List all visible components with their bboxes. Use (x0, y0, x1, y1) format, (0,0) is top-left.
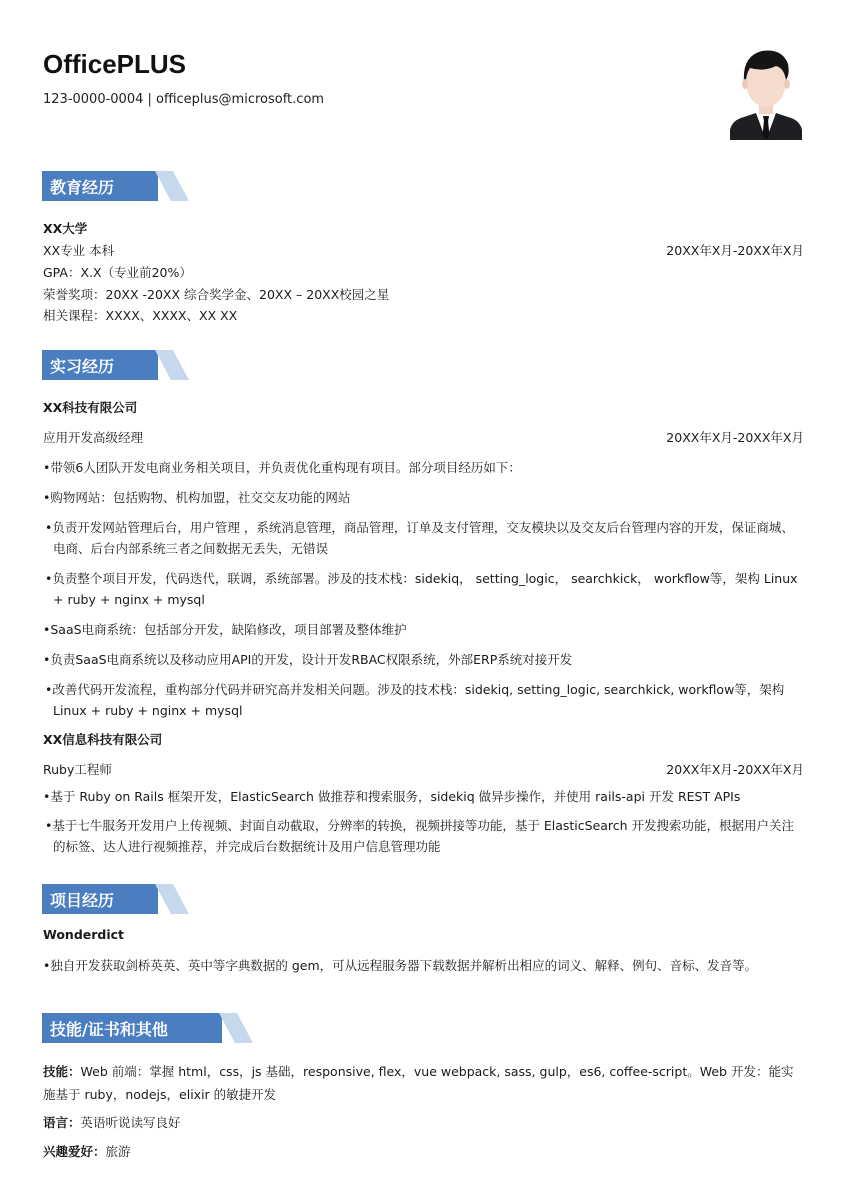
project-name: Wonderdict (43, 927, 125, 942)
list-item: •负责SaaS电商系统以及移动应用API的开发，设计开发RBAC权限系统，外部ERP系统对接开发 (43, 652, 573, 667)
job-date: 20XX年X月-20XX年X月 (666, 762, 804, 777)
skills-title: 技能/证书和其他 (50, 1020, 168, 1039)
job-date: 20XX年X月-20XX年X月 (666, 430, 804, 445)
projects-title: 项目经历 (50, 891, 115, 910)
contact-info: 123-0000-0004 | officeplus@microsoft.com (43, 92, 325, 107)
gpa: GPA：X.X（专业前20%） (43, 265, 192, 280)
list-item: •负责整个项目开发，代码迭代，联调，系统部署。涉及的技术栈：sidekiq， setting_logic， searchkick， workflow等，架构 Linux + ruby + nginx + mysql (45, 571, 798, 607)
education-title: 教育经历 (50, 178, 115, 197)
projects-section-header (42, 884, 177, 914)
list-item: •带领6人团队开发电商业务相关项目，并负责优化重构现有项目。部分项目经历如下： (43, 460, 521, 475)
school-name: XX大学 (43, 221, 88, 236)
honors: 荣誉奖项：20XX -20XX 综合奖学金、20XX – 20XX校园之星 (43, 287, 390, 302)
list-item: •基于 Ruby on Rails 框架开发，ElasticSearch 做推荐和搜索服务，sidekiq 做异步操作，并使用 rails-api 开发 REST APIs (43, 789, 741, 804)
hobby-row (43, 1142, 131, 1160)
language-label: 语言： (43, 1115, 81, 1130)
internship-title: 实习经历 (50, 357, 115, 376)
list-item: •独自开发获取剑桥英英、英中等字典数据的 gem，可从远程服务器下载数据并解析出相应的词义、解释、例句、音标、发音等。 (43, 958, 758, 973)
bullet-list (43, 786, 805, 857)
hobby-label: 兴趣爱好： (43, 1144, 106, 1159)
bullet-list (43, 457, 805, 721)
person-avatar-icon (730, 46, 802, 140)
skills-paragraph (43, 1060, 805, 1106)
education-section-header (42, 171, 177, 201)
list-item: •SaaS电商系统：包括部分开发，缺陷修改，项目部署及整体维护 (43, 622, 407, 637)
resume-name: OfficePLUS (43, 49, 187, 79)
education-date: 20XX年X月-20XX年X月 (666, 243, 804, 258)
language-row (43, 1113, 181, 1131)
language-text: 英语听说读写良好 (80, 1115, 181, 1130)
company-name: XX信息科技有限公司 (43, 732, 163, 747)
company-name: XX科技有限公司 (43, 400, 138, 415)
skills-text: Web 前端：掌握 html，css，js 基础，responsive, flex，vue webpack, sass, gulp，es6, coffee-script。Web 开发：能实施基于 ruby，nodejs，elixir 的敏捷开发 (43, 1064, 794, 1102)
skills-section-header (42, 1013, 177, 1043)
list-item: •购物网站：包括购物、机构加盟，社交交友功能的网站 (43, 490, 351, 505)
job-role: 应用开发高级经理 (43, 430, 144, 445)
list-item: •改善代码开发流程，重构部分代码并研究高并发相关问题。涉及的技术栈：sidekiq, setting_logic, searchkick, workflow等，架构 Linux + ruby + nginx + mysql (45, 682, 785, 718)
internship-section-header (42, 350, 177, 380)
major-degree: XX专业 本科 (43, 243, 115, 258)
job-role: Ruby工程师 (43, 762, 112, 777)
courses: 相关课程：XXXX、XXXX、XX XX (43, 308, 238, 323)
skills-label: 技能： (43, 1064, 81, 1079)
list-item: •基于七牛服务开发用户上传视频、封面自动截取，分辨率的转换，视频拼接等功能，基于 ElasticSearch 开发搜索功能，根据用户关注的标签、达人进行视频推荐，并完成后台数据统计及用户信息管理功能 (45, 818, 795, 854)
hobby-text: 旅游 (105, 1144, 131, 1159)
list-item: •负责开发网站管理后台，用户管理 ，系统消息管理，商品管理，订单及支付管理，交友模块以及交友后台管理内容的开发，保证商城、电商、后台内部系统三者之间数据无丢失，无错误 (45, 520, 794, 556)
